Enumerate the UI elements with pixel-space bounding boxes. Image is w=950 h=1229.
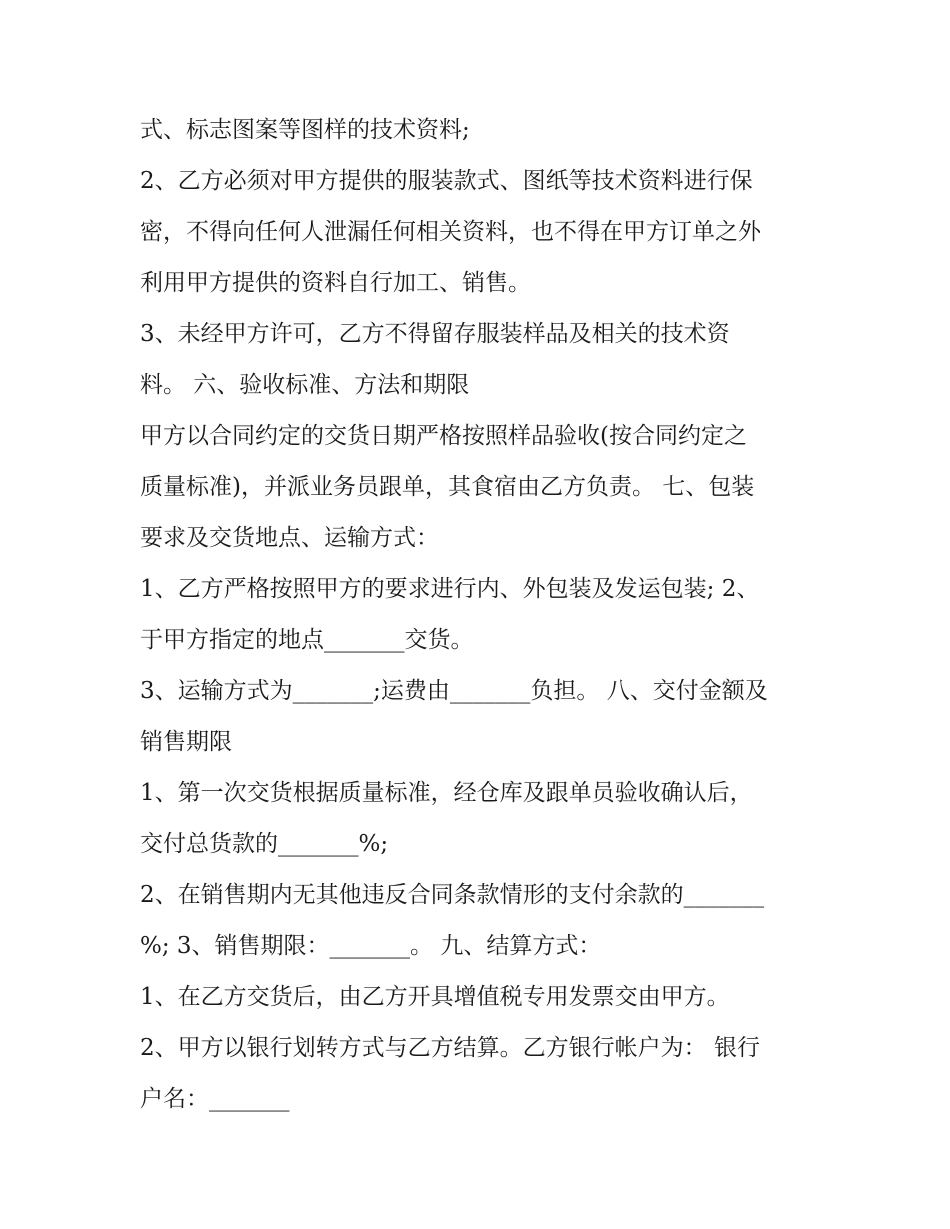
text-line: 1、第一次交货根据质量标准，经仓库及跟单员验收确认后， xyxy=(140,780,753,806)
text-line: 密，不得向任何人泄漏任何相关资料，也不得在甲方订单之外 xyxy=(140,219,761,245)
text-line: 1、在乙方交货后，由乙方开具增值税专用发票交由甲方。 xyxy=(140,984,730,1010)
text-line: 式、标志图案等图样的技术资料; xyxy=(140,117,470,143)
text-line: 3、运输方式为_______;运费由_______负担。 八、交付金额及 xyxy=(140,678,768,704)
text-line: %; 3、销售期限：_______。 九、结算方式： xyxy=(140,933,602,959)
text-line: 销售期限 xyxy=(140,729,232,755)
text-line: 户名：_______ xyxy=(140,1086,290,1112)
text-line: 3、未经甲方许可，乙方不得留存服装样品及相关的技术资 xyxy=(140,321,730,347)
contract-text xyxy=(140,105,820,1125)
text-line: 甲方以合同约定的交货日期严格按照样品验收(按合同约定之 xyxy=(140,423,747,449)
text-line: 2、甲方以银行划转方式与乙方结算。乙方银行帐户为： 银行 xyxy=(140,1035,760,1061)
text-line: 于甲方指定的地点_______交货。 xyxy=(140,627,474,653)
text-line: 质量标准)，并派业务员跟单，其食宿由乙方负责。 七、包装 xyxy=(140,474,755,500)
text-line: 1、乙方严格按照甲方的要求进行内、外包装及发运包装; 2、 xyxy=(140,576,760,602)
text-line: 2、乙方必须对甲方提供的服装款式、图纸等技术资料进行保 xyxy=(140,168,753,194)
text-line: 要求及交货地点、运输方式： xyxy=(140,525,439,551)
text-line: 料。 六、验收标准、方法和期限 xyxy=(140,372,470,398)
text-line: 2、在销售期内无其他违反合同条款情形的支付余款的_______ xyxy=(140,882,765,908)
text-line: 交付总货款的_______%; xyxy=(140,831,389,857)
text-line: 利用甲方提供的资料自行加工、销售。 xyxy=(140,270,531,296)
